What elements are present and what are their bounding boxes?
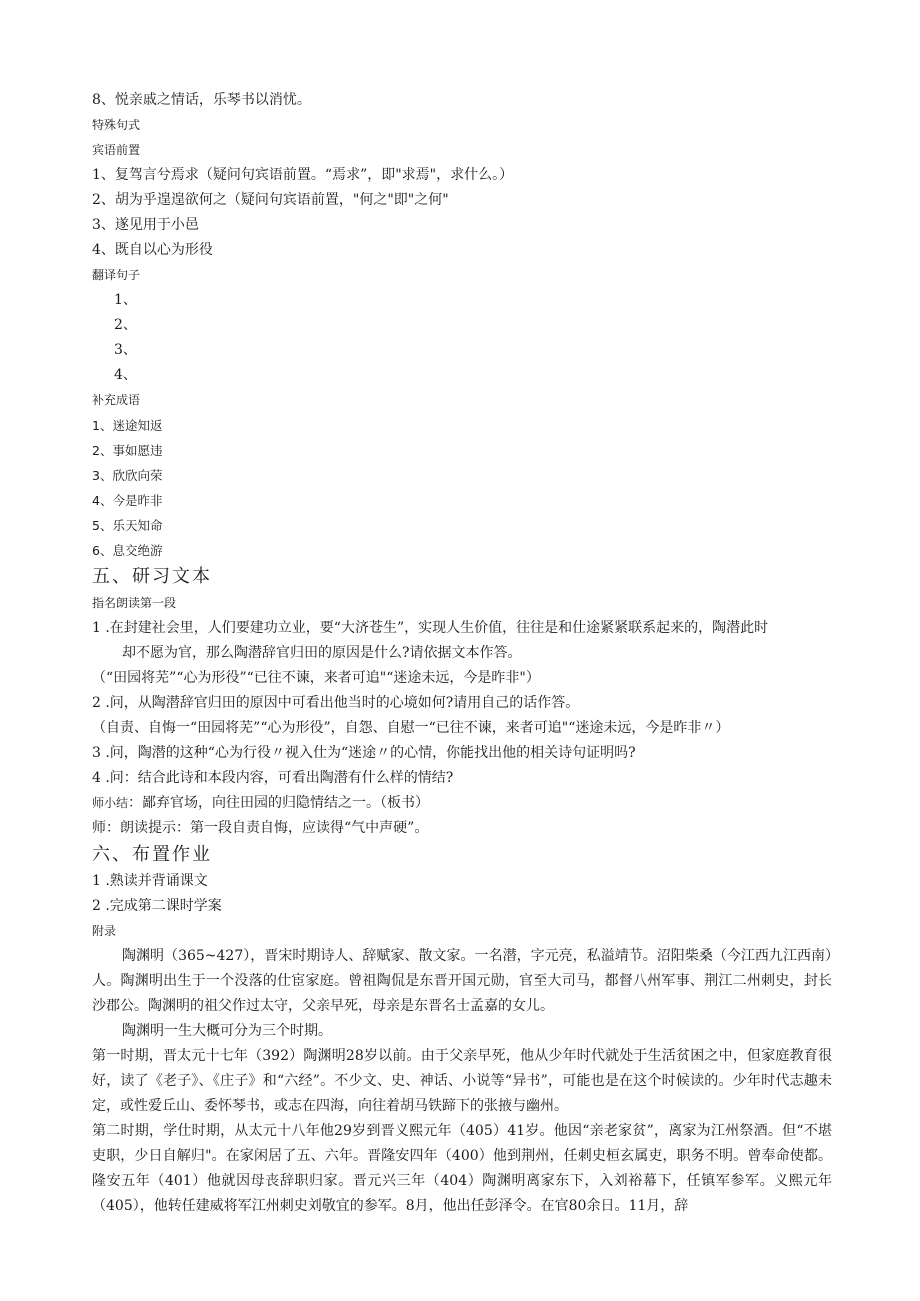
idiom-item: 4、今是昨非 <box>92 493 163 508</box>
idiom-heading: 补充成语 <box>92 393 141 407</box>
question-2: 2 .问，从陶潜辞官归田的原因中可看出他当时的心境如何?请用自己的话作答。 <box>92 695 580 711</box>
object-inversion-heading: 宾语前置 <box>92 143 141 157</box>
idiom-item: 5、乐天知命 <box>92 518 163 533</box>
document-page <box>92 88 832 1219</box>
homework-item: 1 .熟读并背诵课文 <box>92 873 208 889</box>
idiom-item: 3、欣欣向荣 <box>92 468 163 483</box>
idiom-item: 2、事如愿违 <box>92 443 163 458</box>
inversion-item: 1、复驾言兮焉求（疑问句宾语前置。“焉求”，即"求焉"，求什么。） <box>92 167 514 183</box>
translate-item: 1、 <box>114 292 137 308</box>
idiom-item: 1、迷途知返 <box>92 418 163 433</box>
inversion-item: 4、既自以心为形役 <box>92 242 213 258</box>
summary-text: ：鄙弃官场，向往田园的归隐情结之一。（板书） <box>128 795 430 811</box>
question-3: 3 .问，陶潜的这种“心为行役〃视入仕为“迷途〃的心情，你能找出他的相关诗句证明吗? <box>92 745 636 761</box>
summary-label: 师小结 <box>92 796 129 810</box>
translate-item: 2、 <box>114 317 137 333</box>
biography-paragraph: 陶渊明（365~427），晋宋时期诗人、辞赋家、散文家。一名潜，字元亮，私溢靖节。沼阳柴桑（今江西九江西南）人。陶渊明出生于一个没落的仕宦家庭。曾祖陶侃是东晋开国元勋，官至大司马，都督八州军事、荆江二州刺史，封长沙郡公。陶渊明的祖父作过太守，父亲早死，母亲是东晋名士孟嘉的女儿。 <box>92 948 832 1014</box>
idiom-item: 6、息交绝游 <box>92 543 163 558</box>
inversion-item: 3、遂见用于小邑 <box>92 217 199 233</box>
reading-assignment: 指名朗读第一段 <box>92 596 177 610</box>
translate-item: 4、 <box>114 367 137 383</box>
teacher-summary <box>92 791 832 816</box>
homework-item: 2 .完成第二课时学案 <box>92 898 222 914</box>
appendix-heading: 附录 <box>92 924 117 938</box>
biography-paragraph: 第二时期，学仕时期，从太元十八年他29岁到晋义熙元年（405）41岁。他因“亲老家贫”，离家为江州祭酒。但“不堪吏职，少日自解归"。在家闲居了五、六年。晋隆安四年（400）他到荆州，任刺史桓玄属吏，职务不明。曾奉命使都。隆安五年（401）他就因母丧辞职归家。晋元兴三年（404）陶渊明离家东下，入刘裕幕下，任镇军参军。义熙元年（405），他转任建威将军江州刺史刘敬宜的参军。8月，他出任彭泽令。在官80余日。11月，辞 <box>92 1123 832 1214</box>
section-6-heading: 六、布置作业 <box>92 844 212 865</box>
translate-heading: 翻译句子 <box>92 268 141 282</box>
vocab-item-8: 8、悦亲戚之情话，乐琴书以消忧。 <box>92 92 311 108</box>
answer-2: （自责、自悔一“田园将芜”“心为形役”，自怨、自慰一“已往不谏，来者可追"“迷途未远，今是昨非〃） <box>92 720 730 736</box>
section-5-heading: 五、研习文本 <box>92 566 212 587</box>
biography-paragraph: 第一时期，晋太元十七年（392）陶渊明28岁以前。由于父亲早死，他从少年时代就处于生活贫困之中，但家庭教育很好，读了《老子》、《庄子》和“六经”。不少文、史、神话、小说等“异书”，可能也是在这个时候读的。少年时代志趣未定，或性爱丘山、委怀琴书，或志在四海，向往着胡马铁蹄下的张掖与幽州。 <box>92 1048 832 1114</box>
biography-paragraph: 陶渊明一生大概可分为三个时期。 <box>122 1023 332 1039</box>
question-1-line-1: 1 .在封建社会里，人们要建功立业，要“大济苍生”，实现人生价值，往往是和仕途紧紧联系起来的，陶潜此时 <box>92 620 769 636</box>
question-1-line-2: 却不愿为官，那么陶潜辞官归田的原因是什么?请依据文本作答。 <box>122 645 522 661</box>
reading-tip: 师：朗读提示：第一段自责自悔，应读得“气中声硬”。 <box>92 820 429 836</box>
question-4: 4 .问：结合此诗和本段内容，可看出陶潜有什么样的情结? <box>92 770 454 786</box>
inversion-item: 2、胡为乎遑遑欲何之（疑问句宾语前置，"何之"即"之何" <box>92 192 449 208</box>
translate-item: 3、 <box>114 342 137 358</box>
answer-1: （“田园将芜”“心为形役”“已往不谏，来者可追"“迷途未远，今是昨非"） <box>92 670 540 686</box>
special-sentence-heading: 特殊句式 <box>92 118 141 132</box>
